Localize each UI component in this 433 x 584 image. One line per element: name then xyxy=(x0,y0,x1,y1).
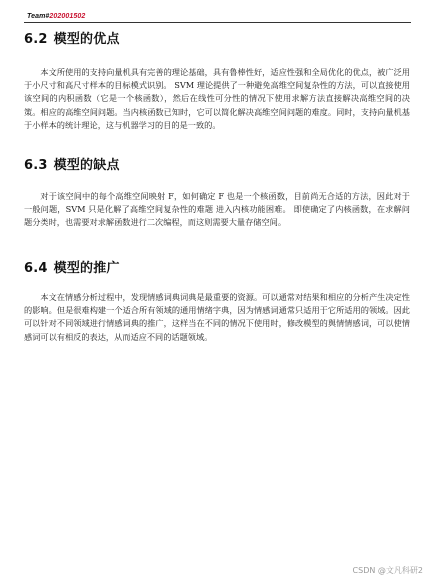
section-title: 模型的优点 xyxy=(53,32,120,47)
csdn-watermark: CSDN @文凡科研2 xyxy=(352,566,423,575)
section-paragraph-advantages: 本文所使用的支持向量机具有完善的理论基础，具有鲁棒性好，适应性强和全局优化的优点，被广泛用于小尺寸和高尺寸样本的目标模式识别。 SVM 理论提供了一种避免高维空间复杂性的方法，可以直接使用该空间的内积函数（它是一个核函数），然后在线性可分性的情况下使用求解方法直接解决高维空间的决策。相应的高维空间问题。当内核函数已知时，它可以简化解决高维空间问题的难度。同时，支持向量机基于小样本的统计理论，这与机器学习的目的是一致的。 xyxy=(24,67,410,130)
page-header xyxy=(27,13,85,20)
section-heading-advantages xyxy=(24,28,120,47)
section-number: 6.4 xyxy=(24,261,48,276)
section-title: 模型的推广 xyxy=(53,261,120,276)
section-number: 6.2 xyxy=(24,32,48,47)
section-title: 模型的缺点 xyxy=(53,158,120,173)
section-heading-disadvantages xyxy=(24,154,120,173)
section-heading-extension xyxy=(24,257,120,276)
section-paragraph-extension: 本文在情感分析过程中，发现情感词典词典是最重要的资源。可以通常对结果和相应的分析产生决定性的影响。但是很难构建一个适合所有领域的通用情绪字典，因为情感词通常只适用于它所适用的领域。因此可以针对不同领域进行情感词典的推广，这样当在不同的情况下使用时，修改模型的舆情情感词，可以使情感词可以有相反的表达，从而适应不同的话题领域。 xyxy=(24,292,410,342)
header-rule xyxy=(24,22,411,23)
team-prefix: Team# xyxy=(27,13,50,20)
section-number: 6.3 xyxy=(24,158,48,173)
team-id: 202001502 xyxy=(49,13,86,20)
section-paragraph-disadvantages: 对于该空间中的每个高维空间映射 F，如何确定 F 也是一个核函数，目前尚无合适的方法，因此对于一般问题，SVM 只是化解了高维空间复杂性的难题 进入内核功能困难。 即使确定了内核函数，在求解问题分类时，也需要对求解函数进行二次编程，而这则需要大量存储空间。 xyxy=(24,191,410,228)
